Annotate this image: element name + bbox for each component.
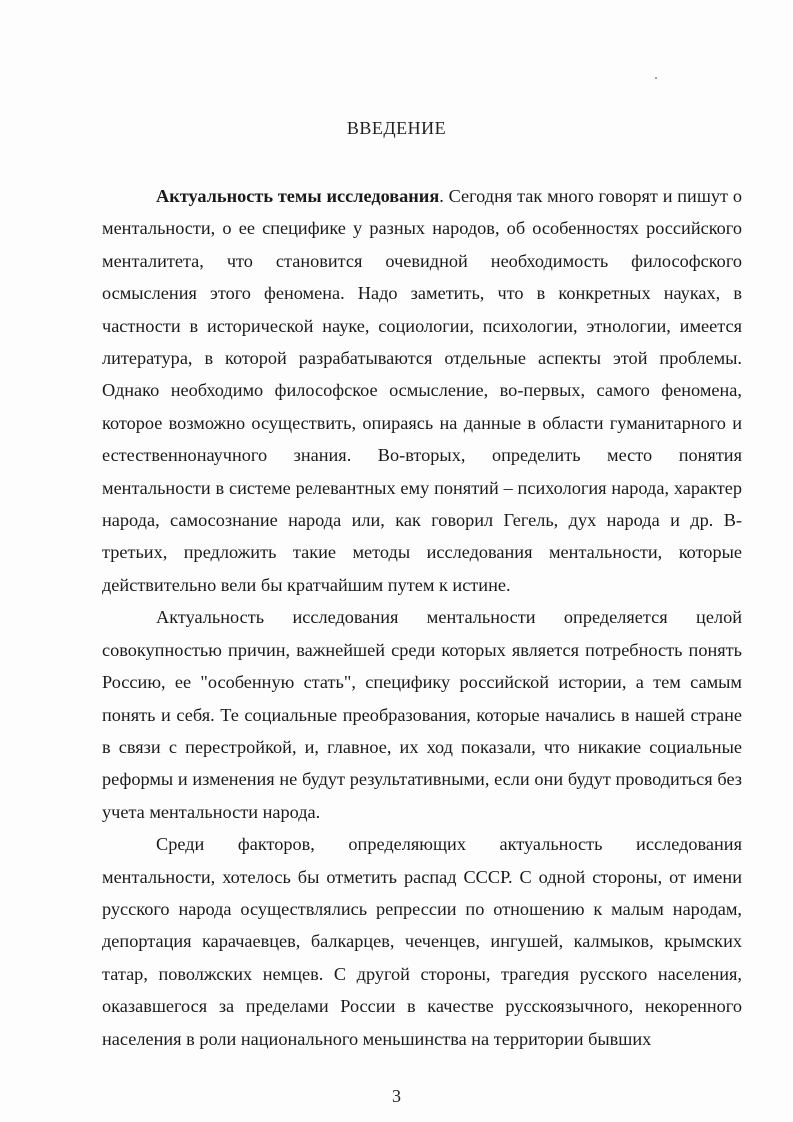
page-number: 3 <box>392 1086 401 1106</box>
paragraph-2 <box>102 601 742 828</box>
section-heading: ВВЕДЕНИЕ <box>346 118 447 138</box>
paragraph-lead: Актуальность темы исследования <box>156 186 440 206</box>
paragraph-3 <box>102 828 742 1055</box>
paragraph-text: Среди факторов, определяющих актуальность исследования ментальности, хотелось бы отметить распад СССР. С одной стороны, от имени русского народа осуществлялись репрессии по отношению к малым народам, депортация карачаевцев, балкарцев, чеченцев, ингушей, калмыков, крымских татар, поволжских немцев. С другой стороны, трагедия русского населения, оказавшегося за пределами России в качестве русскоязычного, некоренного населения в роли национального меньшинства на территории бывших <box>102 834 742 1049</box>
paragraph-text: . Сегодня так много говорят и пишут о ментальности, о ее специфике у разных народов, об особенностях российского менталитета, что становится очевидной необходимость философского осмысления этого феномена. Надо заметить, что в конкретных науках, в частности в исторической науке, социологии, психологии, этнологии, имеется литература, в которой разрабатываются отдельные аспекты этой проблемы. Однако необходимо философское осмысление, во-первых, самого феномена, которое возможно осуществить, опираясь на данные в области гуманитарного и естественнонаучного знания. Во-вторых, определить место понятия ментальности в системе релевантных ему понятий – психология народа, характер народа, самосознание народа или, как говорил Гегель, дух народа и др. В-третьих, предложить такие методы исследования ментальности, которые действительно вели бы кратчайшим путем к истине. <box>102 186 742 595</box>
body-text <box>102 180 742 1055</box>
scan-speck <box>655 77 657 79</box>
paragraph-1 <box>102 180 742 601</box>
paragraph-text: Актуальность исследования ментальности определяется целой совокупностью причин, важнейшей среди которых является потребность понять Россию, ее "особенную стать", специфику российской истории, а тем самым понять и себя. Те социальные преобразования, которые начались в нашей стране в связи с перестройкой, и, главное, их ход показали, что никакие социальные реформы и изменения не будут результативными, если они будут проводиться без учета ментальности народа. <box>102 607 742 822</box>
